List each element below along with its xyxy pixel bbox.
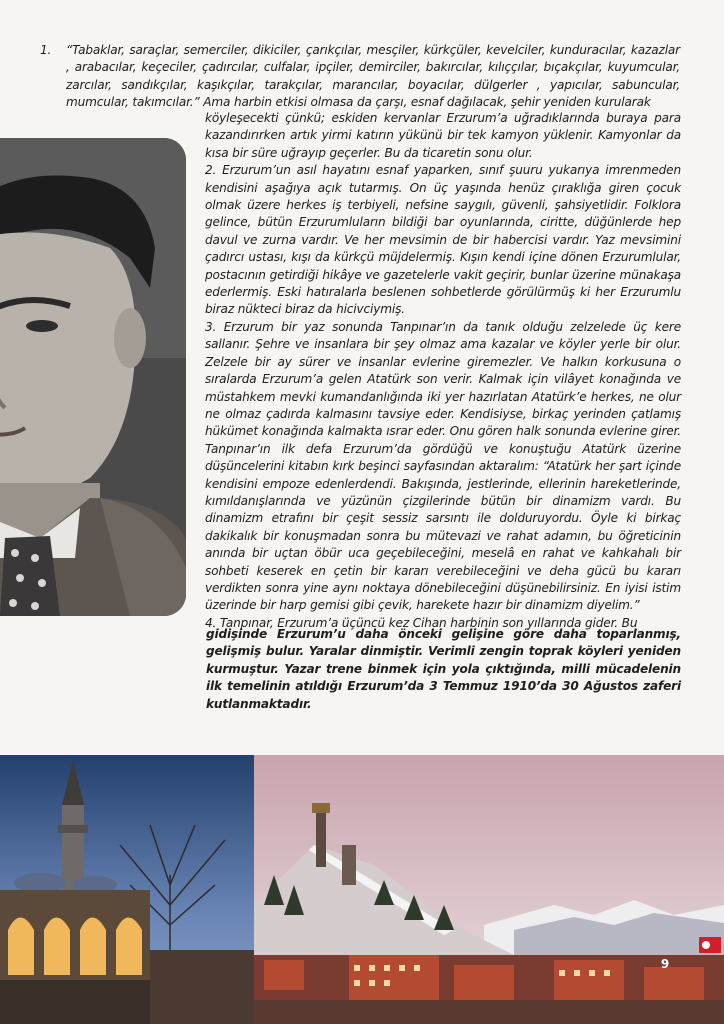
mosque-photo <box>0 755 254 1024</box>
ski-jump-illustration <box>254 755 724 1024</box>
page-number: 9 <box>660 957 670 971</box>
portrait-photo <box>0 138 186 616</box>
item-2: 2. Erzurum’un asıl hayatını esnaf yaparken, sınıf şuuru yukarıya imrenmeden kendisini aşağıya açık tutarmış. On üç yaşında henüz çıraklığa giren çocuk olmak üzere herkes iş terbiyeli, nefsine saygılı, güvenli, şahsiyetlidir. Folklora gelince, bütün Erzurumluların bildiği bar oyunlarında, ciritte, düğünlerde hep davul ve zurna vardır. Ve her mevsimin de bir habercisi vardır. Yaz mevsimini çadırcı ustası, kışı da kürkçü müjdelermiş. Kışın kendi içine dönen Erzurumlular, postacının getirdiği hikâye ve gazetelerle vakit geçirir, bunlar üzerine münakaşa ederlermiş. Eski hatıralarla beslenen sohbetlerde görülürmüş ki her Erzurumlu biraz nükteci biraz da hicivciymiş. <box>205 163 681 317</box>
bottom-photo-strip <box>0 755 724 1024</box>
item-1-text: “Tabaklar, saraçlar, semerciler, dikiciler, çarıkçılar, mesçiler, kürkçüler, kevelciler, kunduracılar, kazazlar , arabacılar, keçeciler, çadırcılar, culfalar, ipçiler, demirciler, bakırcılar, kılıççılar, bıçakçılar, kuyumcular, zarcılar, sandıkçılar, kaşıkçılar, tarakçılar, marancılar, boyacılar, dülgerler , yapıcılar, sabuncular, mumcular, takımcılar.” Ama harbin etkisi olmasa da çarşı, esnaf dağılacak, şehir yeniden kurularak <box>66 43 680 110</box>
item-4-start: 4. Tanpınar, Erzurum’a üçüncü kez Cihan harbinin son yıllarında gider. Bu <box>205 615 638 630</box>
ski-jump-city-photo <box>254 755 724 1024</box>
item-1-number: 1. <box>40 43 52 57</box>
item-3: 3. Erzurum bir yaz sonunda Tanpınar’ın da tanık olduğu zelzelede üç kere sallanır. Şehre ve insanlara bir şey olmaz ama kazalar ve köyler yerle bir olur. Zelzele bir ay sürer ve insanlar evlerine giremezler. Ve halkın korkusuna o sıralarda Erzurum’a gelen Atatürk son verir. Kalmak için vilâyet konağında ve müstahkem mevki kumandanlığında iki yer hazırlatan Atatürk’e herkes, ne olur ne olmaz çadırda kalmasını tavsiye eder. Kendisiyse, birkaç yerinden çatlamış hükümet konağında kalmakta ısrar eder. Onu gören halk sonunda evlerine girer. Tanpınar’ın ilk defa Erzurum’da gördüğü ve konuştuğu Atatürk üzerine düşüncelerini kitabın kırk beşinci sayfasından aktaralım: “Atatürk her şart içinde kendisini empoze edenlerdendi. Bakışında, jestlerinde, ellerinin hareketlerinde, kımıldanışlarında ve yüzünün çizgilerinde bütün bir dinamizm vardı. Bu dinamizm etrafını bir çeşit sessiz sarsıntı ile dolduruyordu. Öyle ki birkaç dakikalık bir konuşmadan sonra bu mütevazi ve rahat adamın, bu öğreticinin anında bir uçtan öbür uca geçebileceğini, meselâ en rahat ve kahkahalı bir sohbeti keserek en çetin bir kararı verebileceğini ve deha gücü bu kararı verdikten sonra yine aynı noktaya dönebileceğini düşünebilirsiniz. En iyisi istim üzerinde bir harp gemisi gibi çevik, harekete hazır bir dinamizm diyelim.” <box>205 319 681 613</box>
item-4-continuation-block <box>66 626 681 713</box>
portrait-illustration <box>0 138 186 616</box>
item-1-continuation: köyleşecekti çünkü; eskiden kervanlar Erzurum’a uğradıklarında buraya para kazandırırken artık yirmi katırın yükünü bir tek kamyon yüklenir. Kamyonlar da kısa bir süre uğrayıp geçerler. Bu da ticaretin sonu olur. <box>205 111 681 160</box>
mosque-illustration <box>0 755 254 1024</box>
text-column <box>205 110 681 632</box>
item-1 <box>40 42 680 112</box>
item-4-continuation: gidişinde Erzurum’u daha önceki gelişine göre daha toparlanmış, gelişmiş bulur. Yaralar dinmiştir. Verimli zengin toprak köyleri yeniden kurmuştur. Yazar trene binmek için yola çıktığında, milli mücadelenin ilk temelinin atıldığı Erzurum’da 3 Temmuz 1910’da 30 Ağustos zaferi kutlanmaktadır. <box>206 627 681 711</box>
